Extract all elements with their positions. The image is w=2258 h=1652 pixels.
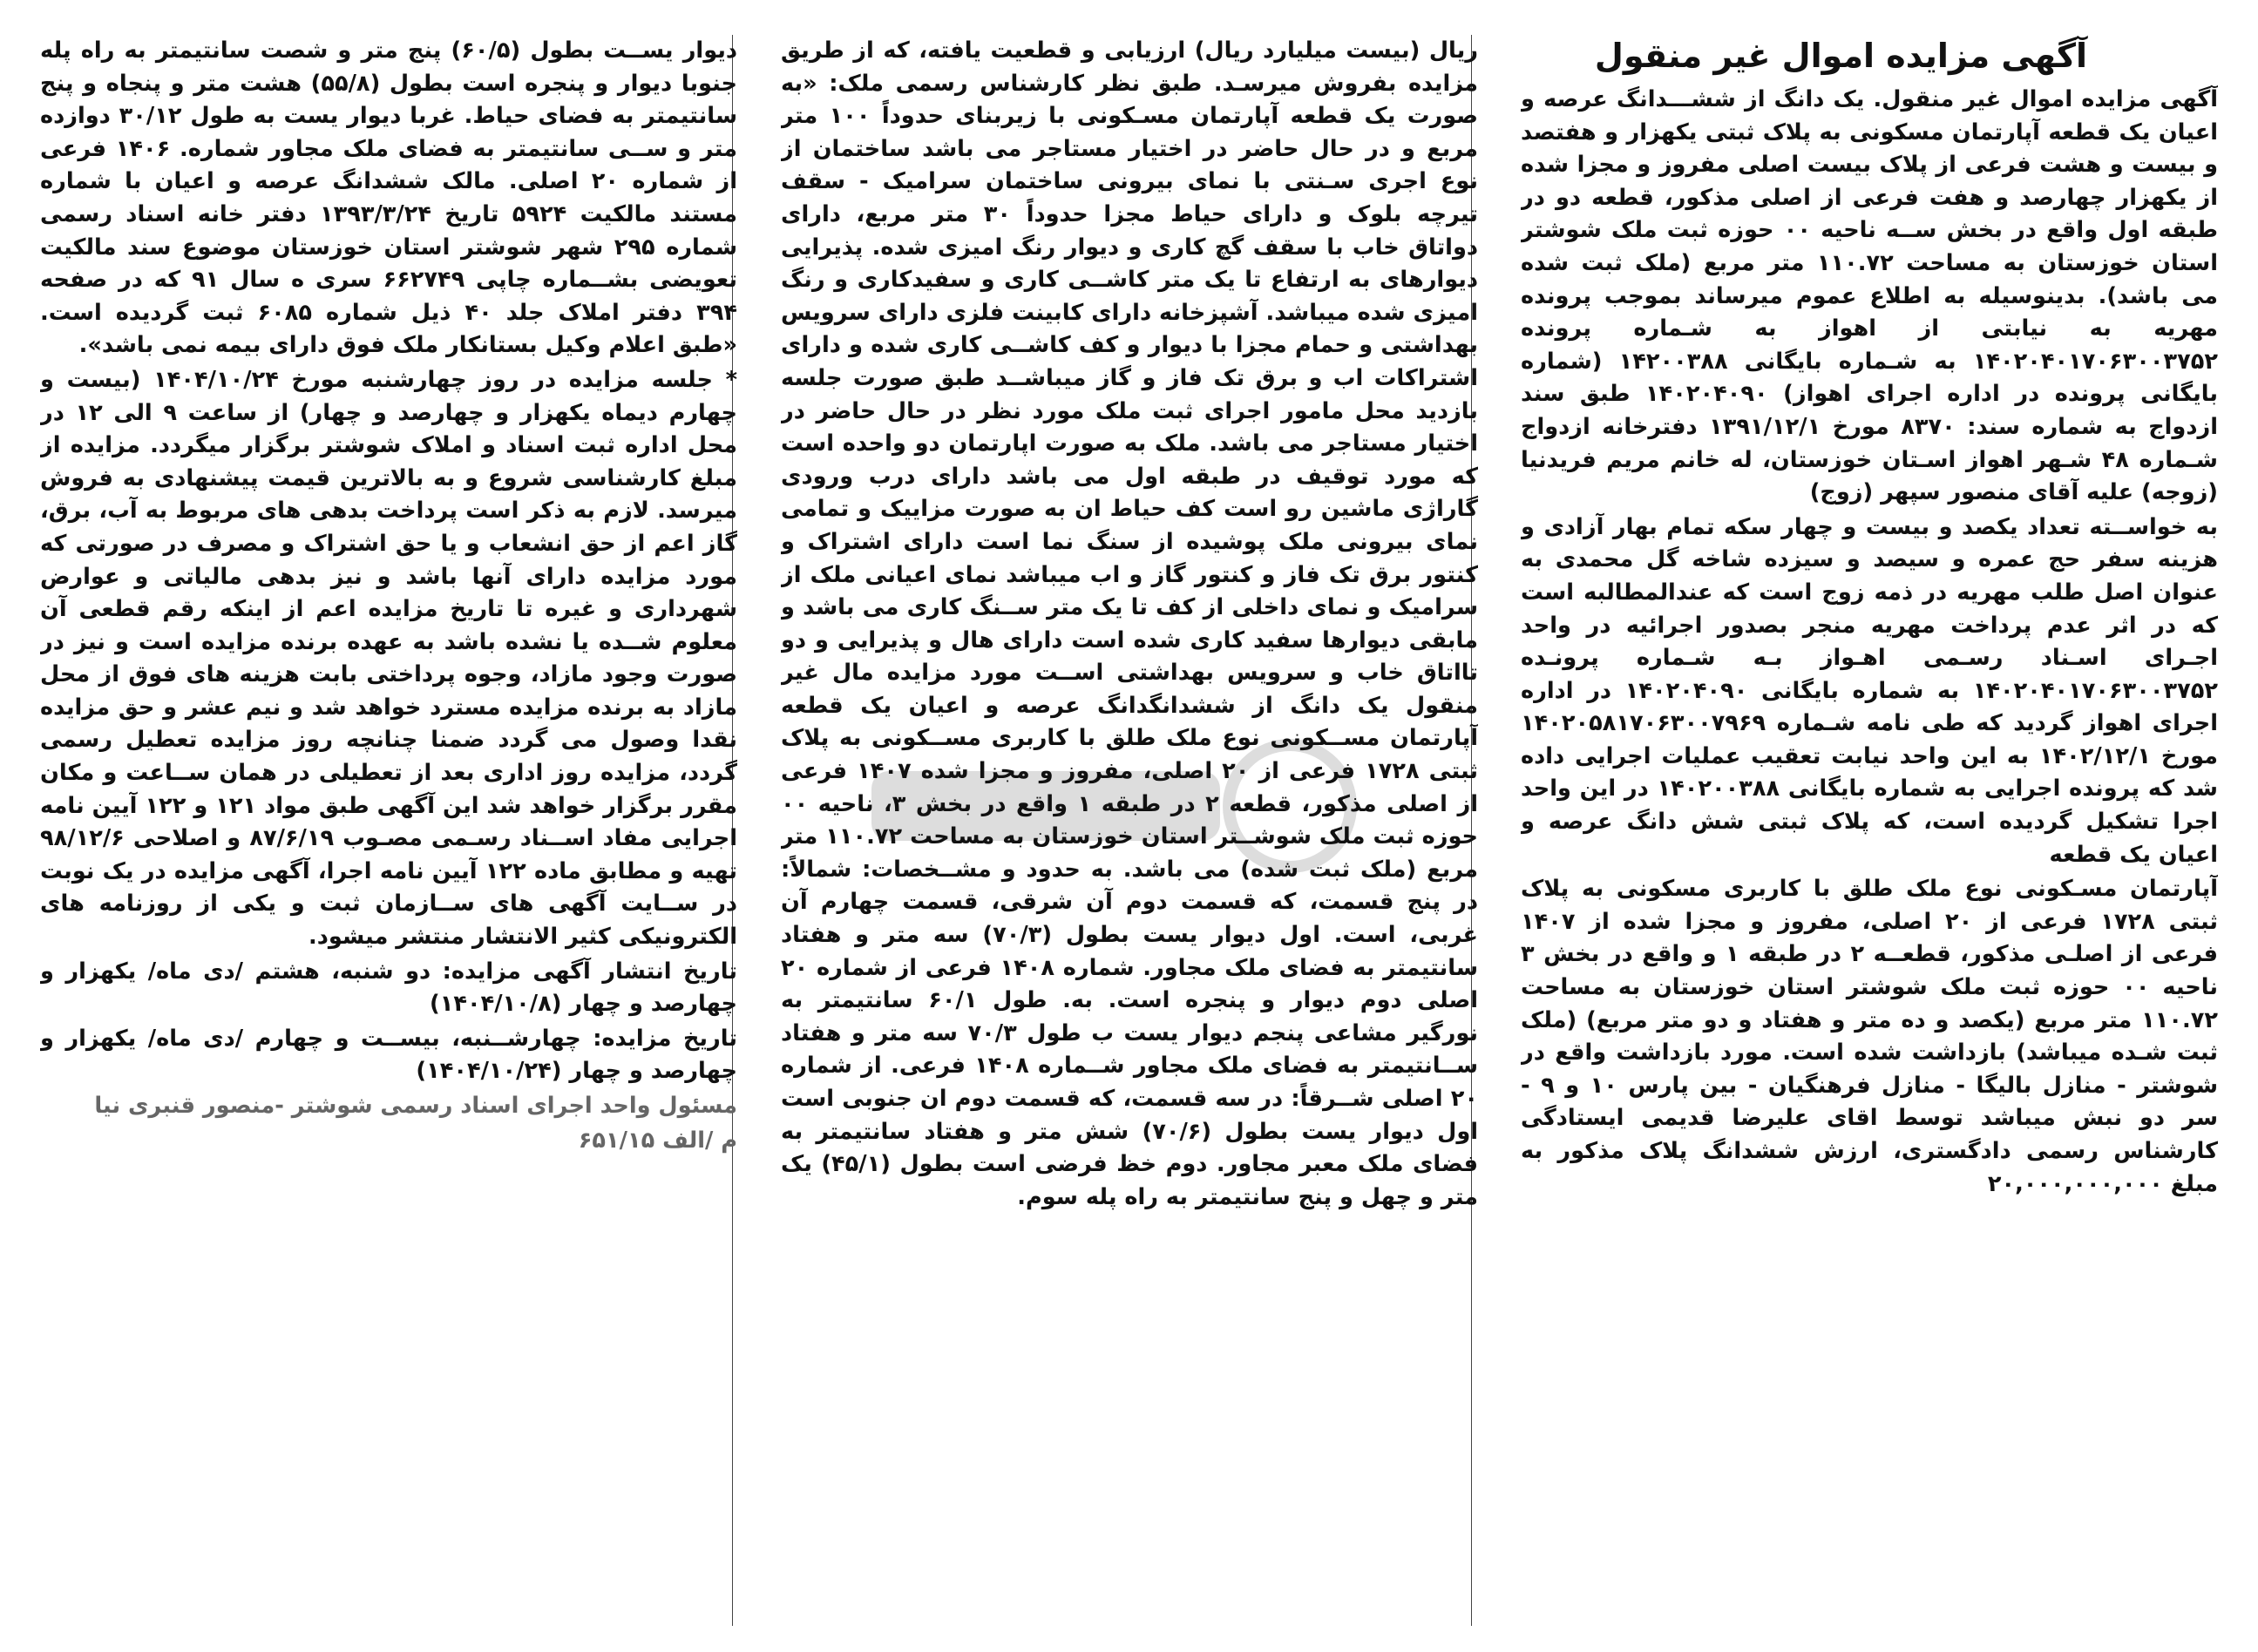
notice-column-left: [40, 35, 737, 1631]
notice-paragraph: آگهی مزایده اموال غیر منقول. یک دانگ از ششـــدانگ عرصه و اعیان یک قطعه آپارتمان مسکونی به پلاک ثبتی یکهزار و هفتصد و بیست و هشت فرعی از پلاک بیست اصلی مفروز و مجزا شده از یکهزار چهارصد و هفت فرعی از اصلی مذکور، قطعه دو در طبقه اول واقع در بخش ســه ناحیه ۰۰ حوزه ثبت ملک شوشتر استان خوزستان به مساحت ۱۱۰.۷۲ متر مربع (ملک ثبت شده می باشد). بدینوسیله به اطلاع عموم میرساند بموجب پرونده مهریه به نیابتی از اهواز به شـماره پرونده ۱۴۰۲۰۴۰۱۷۰۶۳۰۰۳۷۵۲ به شـماره بایگانی ۱۴۲۰۰۳۸۸ (شماره بایگانی پرونده در اداره اجرای اهواز) ۱۴۰۲۰۴۰۹۰ طبق سند ازدواج به شماره سند: ۸۳۷۰ مورخ ۱۳۹۱/۱۲/۱ دفترخانه ازدواج شـماره ۴۸ شـهر اهواز اسـتان خوزستان، له خانم مریم فریدنیا (زوجه) علیه آقای منصور سپهر (زوج): [1521, 86, 2218, 506]
reference-number: م /الف ۶۵۱/۱۵: [578, 1127, 737, 1154]
signature-line: مسئول واحد اجرای اسناد رسمی شوشتر -منصور قنبری نیا: [94, 1093, 737, 1119]
notice-column-right: [1521, 35, 2218, 1631]
notice-paragraph: به خواســته تعداد یکصد و بیست و چهار سکه تمام بهار آزادی و هزینه سفر حج عمره و سیصد و سیزده شاخه گل محمدی به عنوان اصل طلب مهریه در ذمه زوج است که عندالمطالبه است که در اثر عدم پرداخت مهریه منجر بصدور اجرائیه در واحد اجـرای اسـناد رسـمی اهـواز بـه شـماره پرونـده ۱۴۰۲۰۴۰۱۷۰۶۳۰۰۳۷۵۲ به شماره بایگانی ۱۴۰۲۰۴۰۹۰ در اداره اجرای اهواز گردید که طی نامه شـماره ۱۴۰۲۰۵۸۱۷۰۶۳۰۰۷۹۶۹ مورخ ۱۴۰۲/۱۲/۱ به این واحد نیابت تعقیب عملیات اجرایی داده شد که پرونده اجرایی به شماره بایگانی ۱۴۰۲۰۰۳۸۸ در این واحد اجرا تشکیل گردیده است، که پلاک ثبتی شش دانگ عرصه و اعیان یک قطعه: [1521, 513, 2218, 868]
notice-paragraph: دیوار یســت بطول (۶۰/۵) پنج متر و شصت سانتیمتر به راه پله جنوبا دیوار و پنجره است بطول (۵۵/۸) هشت متر و پنجاه و پنج سانتیمتر به فضای حیاط. غربا دیوار یست به طول ۳۰/۱۲ دوازده متر و ســی سانتیمتر به فضای ملک مجاور شماره. ۱۴۰۶ فرعی از شماره ۲۰ اصلی. مالک ششدانگ عرصه و اعیان با شماره مستند مالکیت ۵۹۲۴ تاریخ ۱۳۹۳/۳/۲۴ دفتر خانه اسناد رسمی شماره ۲۹۵ شهر شوشتر استان خوزستان موضوع سند مالکیت تعویضی بشــماره چاپی ۶۶۲۷۴۹ سری ه سال ۹۱ که در صفحه ۳۹۴ دفتر املاک جلد ۴۰ ذیل شماره ۶۰۸۵ ثبت گردیده است. «طبق اعلام وکیل بستانکار ملک فوق دارای بیمه نمی باشد».: [40, 37, 737, 359]
notice-paragraph: * جلسه مزایده در روز چهارشنبه مورخ ۱۴۰۴/۱۰/۲۴ (بیست و چهارم دیماه یکهزار و چهارصد و چهار) از ساعت ۹ الی ۱۲ در محل اداره ثبت اسناد و املاک شوشتر برگزار میگردد. مزایده از مبلغ کارشناسی شروع و به بالاترین قیمت پیشنهادی به فروش میرسد. لازم به ذکر است پرداخت بدهی های مربوط به آب، برق، گاز اعم از حق انشعاب و یا حق اشتراک و مصرف در صورتی که مورد مزایده دارای آنها باشد و نیز بدهی مالیاتی و عوارض شهرداری و غیره تا تاریخ مزایده اعم از اینکه رقم قطعی آن معلوم شــده یا نشده باشد به عهده برنده مزایده است و نیز در صورت وجود مازاد، وجوه پرداختی بابت هزینه های فوق از محل مازاد به برنده مزایده مسترد خواهد شد و نیم عشر و حق مزایده نقدا وصول می گردد ضمنا چنانچه روز مزایده تعطیل رسمی گردد، مزایده روز اداری بعد از تعطیلی در همان ســاعت و مکان مقرر برگزار خواهد شد این آگهی طبق مواد ۱۲۱ و ۱۲۲ آیین نامه اجرایی مفاد اســناد رسـمی مصـوب ۸۷/۶/۱۹ و اصلاحی ۹۸/۱۲/۶ تهیه و مطابق ماده ۱۲۲ آیین نامه اجرا، آگهی مزایده در یک نوبت در ســایت آگهی های ســازمان ثبت و یکی از روزنامه های الکترونیکی کثیر الانتشار منتشر میشود.: [40, 366, 737, 951]
auction-date: تاریخ مزایده: چهارشــنبه، بیســت و چهارم /دی ماه/ یکهزار و چهارصد و چهار (۱۴۰۴/۱۰/۲۴): [40, 1025, 737, 1085]
notice-title: آگهی مزایده اموال غیر منقول: [1594, 37, 2087, 75]
notice-column-middle: [781, 35, 1478, 1631]
publication-date: تاریخ انتشار آگهی مزایده: دو شنبه، هشتم /دی ماه/ یکهزار و چهارصد و چهار (۱۴۰۴/۱۰/۸): [40, 958, 737, 1018]
notice-paragraph: آپارتمان مسـکونی نوع ملک طلق با کاربری مسکونی به پلاک ثبتی ۱۷۲۸ فرعی از ۲۰ اصلی، مفروز و مجزا شده از ۱۴۰۷ فرعی از اصلـی مذکور، قطعــه ۲ در طبقه ۱ و واقع در بخش ۳ ناحیه ۰۰ حوزه ثبت ملک شوشتر استان خوزستان به مساحت ۱۱۰.۷۲ متر مربع (یکصد و ده متر و هفتاد و دو متر مربع) (ملک ثبت شـده میباشد) بازداشت شده است. مورد بازداشت واقع در شوشتر - منازل بالیگا - منازل فرهنگیان - بین پارس ۱۰ و ۹ - سر دو نبش میباشد توسط اقای علیرضا قدیمی ایستادگی کارشناس رسمی دادگستری، ارزش ششدانگ پلاک مذکور به مبلغ ۲۰,۰۰۰,۰۰۰,۰۰۰: [1521, 876, 2218, 1197]
notice-paragraph: ریال (بیست میلیارد ریال) ارزیابی و قطعیت یافته، که از طریق مزایده بفروش میرسـد. طبق نظر کارشناس رسمی ملک: «به صورت یک قطعه آپارتمان مسـکونی با زیربنای حدوداً ۱۰۰ متر مربع و در حال حاضر در اختیار مستاجر می باشد ساختمان از نوع اجری سـنتی با نمای بیرونی ساختمان سرامیک - سقف تیرچه بلوک و دارای حیاط مجزا حدوداً ۳۰ متر مربع، دارای دواتاق خاب با سقف گچ کاری و دیوار رنگ امیزی شده. پذیرایی دیوارهای به ارتفاع تا یک متر کاشــی کاری و سفیدکاری و رنگ امیزی شده میباشد. آشپزخانه دارای کابینت فلزی دارای سرویس بهداشتی و حمام مجزا با دیوار و کف کاشــی کاری شده و دارای اشتراکات اب و برق تک فاز و گاز میباشــد طبق صورت جلسه بازدید محل مامور اجرای ثبت ملک مورد نظر در حال حاضر در اختیار مستاجر می باشد. ملک به صورت اپارتمان دو واحده است که مورد توقیف در طبقه اول می باشد دارای درب ورودی گاراژی ماشین رو است کف حیاط ان به صورت مزاییک و تمامی نمای بیرونی ملک پوشیده از سنگ نما است دارای اشتراک و کنتور برق تک فاز و کنتور گاز و اب میباشد نمای اعیانی ملک از سرامیک و نمای داخلی از کف تا یک متر ســنگ کاری می باشد و مابقی دیوارها سفید کاری شده است دارای هال و پذیرایی و دو تااتاق خاب و سرویس بهداشتی اســت مورد مزایده مال غیر منقول یک دانگ از ششدانگدانگ عرصه و اعیان یک قطعه آپارتمان مســکونی نوع ملک طلق با کاربری مســکونی به پلاک ثبتی ۱۷۲۸ فرعی از ۲۰ اصلی، مفروز و مجزا شده ۱۴۰۷ فرعی از اصلی مذکور، قطعه ۲ در طبقه ۱ واقع در بخش ۳، ناحیه ۰۰ حوزه ثبت ملک شوشــتر استان خوزستان به مساحت ۱۱۰.۷۲ متر مربع (ملک ثبت شده) می باشد. به حدود و مشــخصات: شمالاً: در پنج قسمت، که قسمت دوم آن شرقی، قسمت چهارم آن غربی، است. اول دیوار یست بطول (۷۰/۳) سه متر و هفتاد سانتیمتر به فضای ملک مجاور. شماره ۱۴۰۸ فرعی از شماره ۲۰ اصلی دوم دیوار و پنجره است. به. طول ۶۰/۱ سانتیمتر به نورگیر مشاعی پنجم دیوار یست ب طول ۷۰/۳ سه متر و هفتاد ســانتیمتر به فضای ملک مجاور شــماره ۱۴۰۸ فرعی. از شماره ۲۰ اصلی شــرقاً: در سه قسمت، که قسمت دوم ان جنوبی است اول دیوار یست بطول (۷۰/۶) شش متر و هفتاد سانتیمتر به فضای ملک معبر مجاور. دوم خظ فرضی است بطول (۴۵/۱) یک متر و چهل و پنج سانتیمتر به راه پله سوم.: [781, 37, 1478, 1210]
